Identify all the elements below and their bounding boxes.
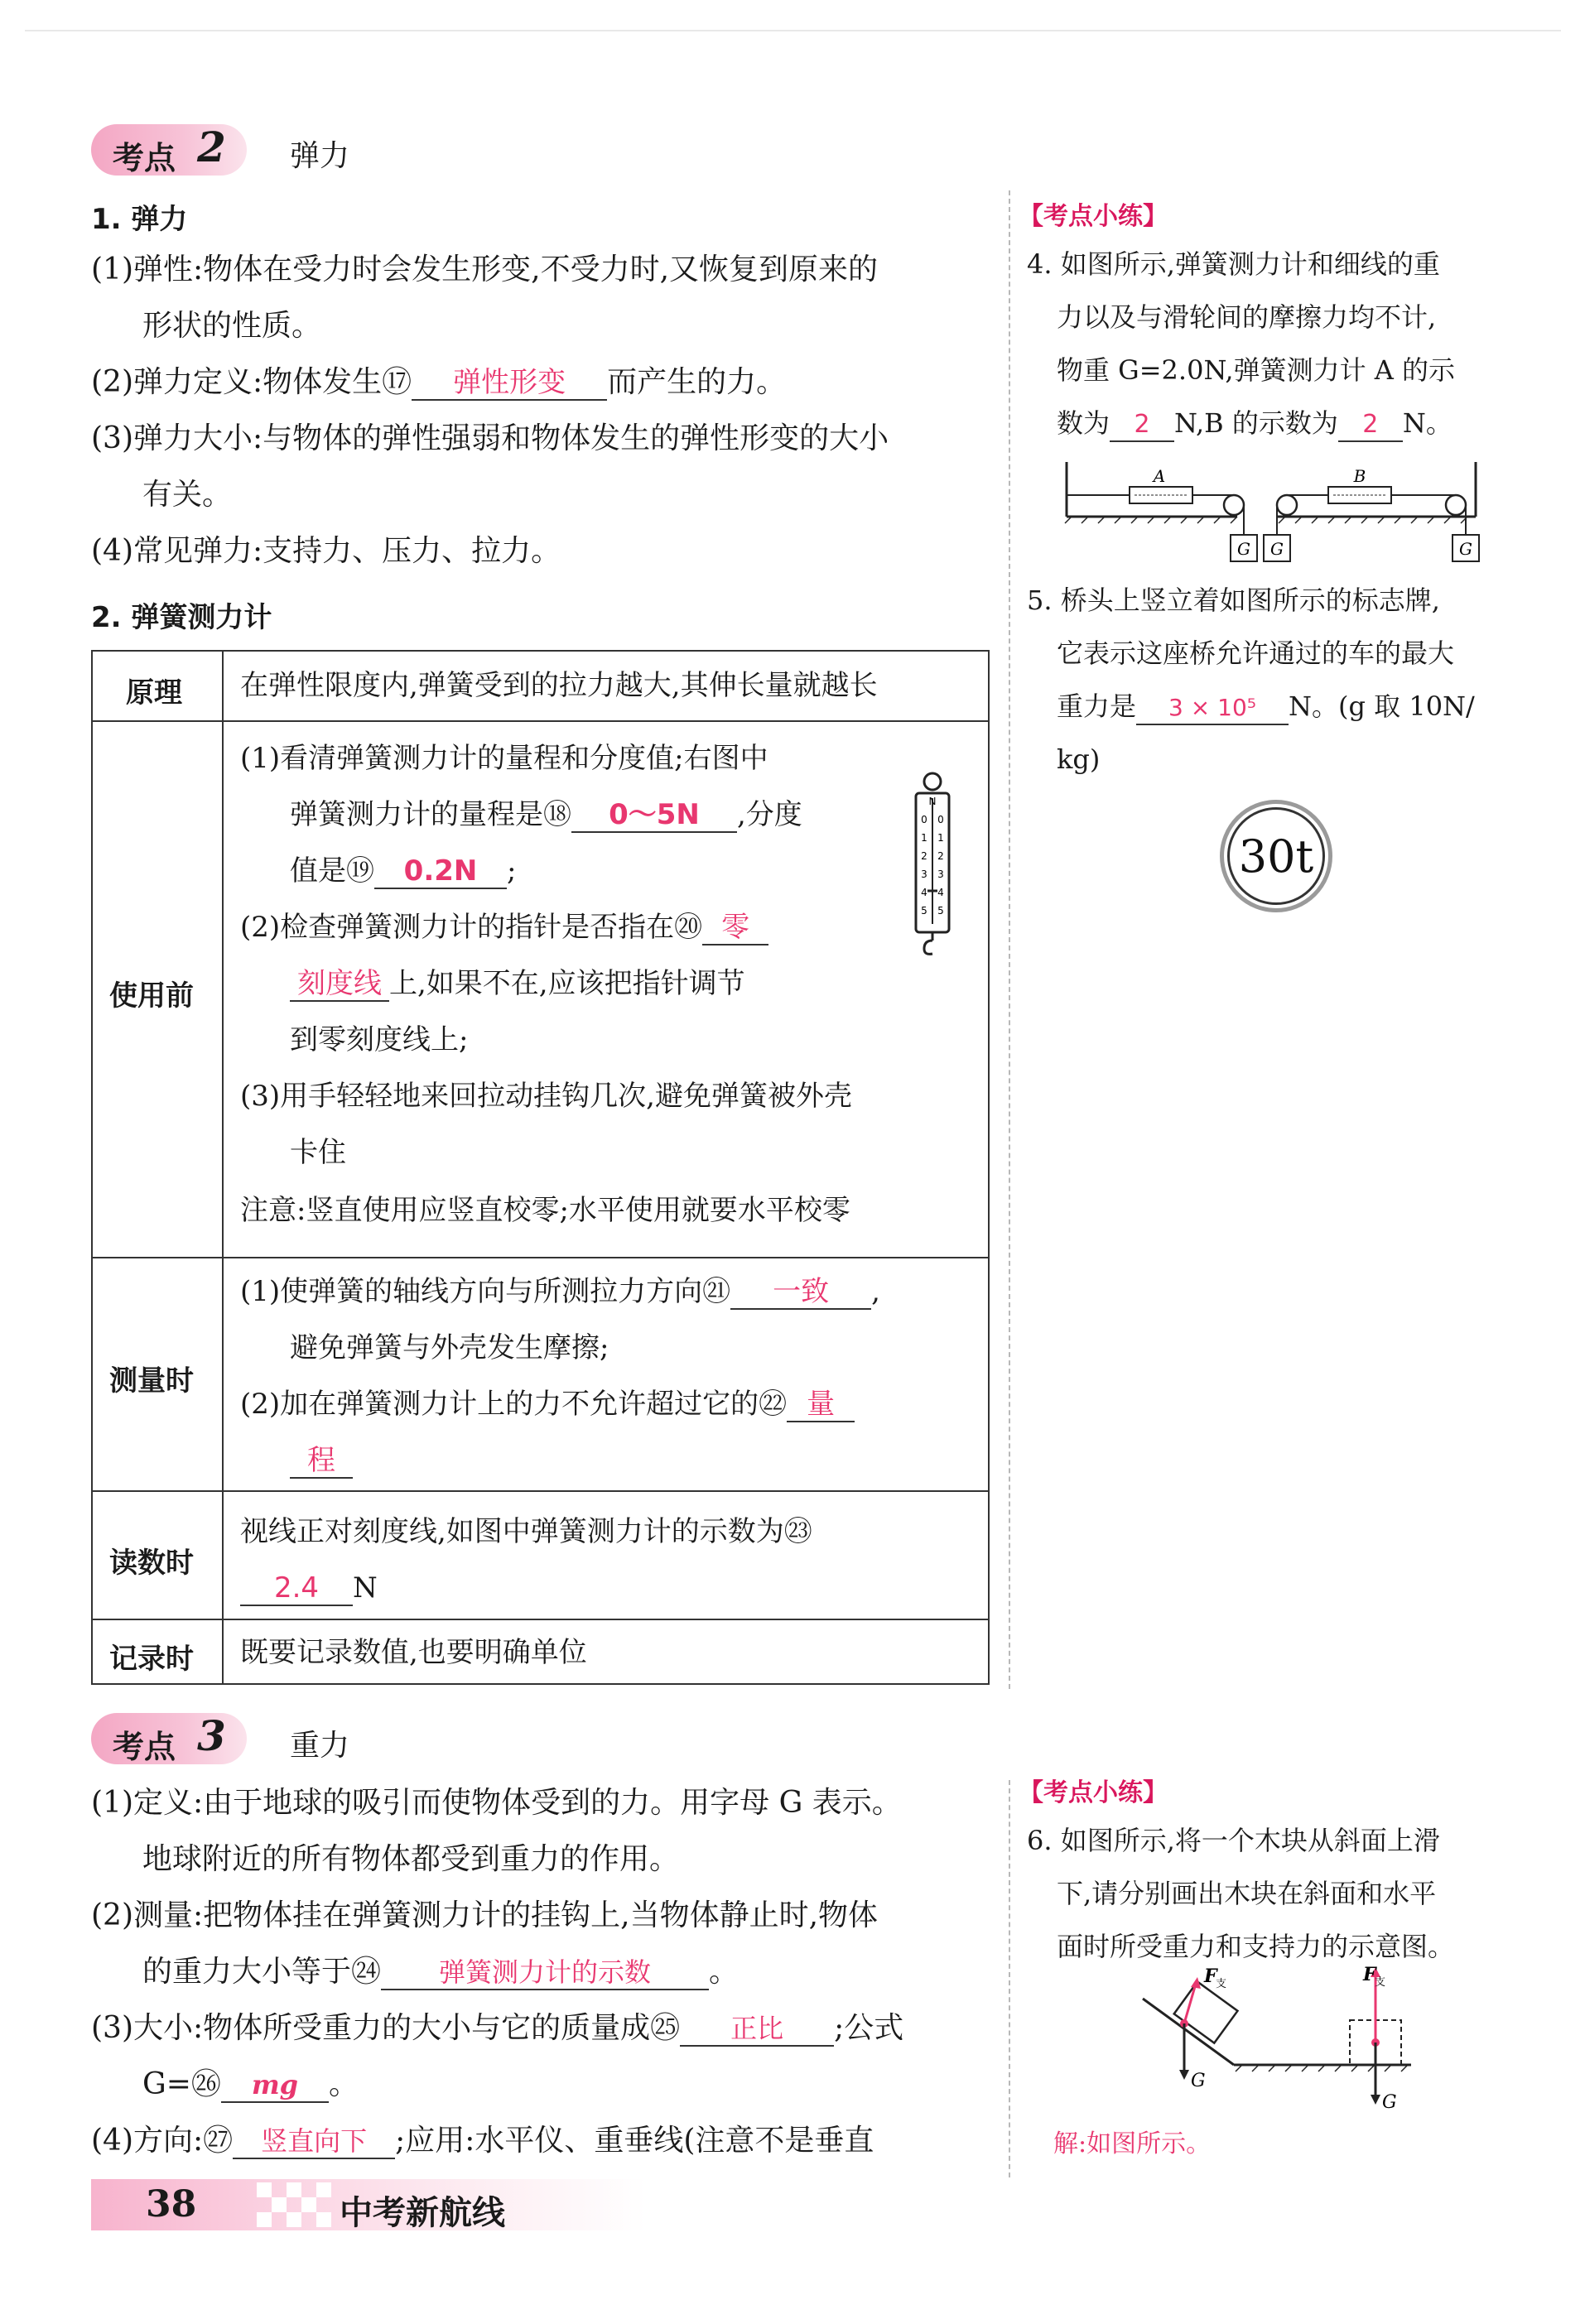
row-before-use-label: 使用前 — [109, 979, 194, 1013]
blank-27[interactable]: 竖直向下 — [233, 2124, 395, 2159]
reading-line-1: 视线正对刻度线,如图中弹簧测力计的示数为㉓ — [240, 1515, 812, 1548]
sec3-p2b — [142, 1956, 739, 1990]
sec3-p4a: (4)方向:㉗ — [91, 2124, 234, 2158]
scale-label-4: 4 — [921, 887, 927, 898]
blank-22-part2[interactable]: 程 — [290, 1444, 353, 1479]
incline-G-label: G — [1191, 2071, 1206, 2091]
sec1-p1b: 形状的性质。 — [142, 309, 322, 343]
page-number: 38 — [146, 2183, 197, 2225]
before-use-line-2a: 弹簧测力计的量程是⑱ — [290, 798, 571, 831]
blank-25[interactable]: 正比 — [680, 2012, 834, 2047]
sec3-p3b-a: G=㉖ — [142, 2067, 221, 2101]
scale-label-2: 2 — [921, 850, 927, 862]
reading-unit: N — [353, 1571, 378, 1605]
q4-blank-a[interactable]: 2 — [1110, 409, 1174, 442]
q6-line-3: 面时所受重力和支持力的示意图。 — [1057, 1931, 1455, 1962]
sec3-p3b-b: 。 — [328, 2067, 359, 2101]
scale-label-0r: 0 — [937, 814, 944, 825]
table-column-rule — [222, 650, 224, 1685]
measuring-line-3 — [240, 1388, 855, 1422]
row-measuring-label: 测量时 — [109, 1364, 194, 1398]
sec3-p1a: (1)定义:由于地球的吸引而使物体受到的力。用字母 G 表示。 — [91, 1786, 902, 1820]
before-use-line-8: 卡住 — [290, 1136, 346, 1169]
blank-26[interactable]: mg — [221, 2068, 329, 2103]
table-row-rule — [91, 1490, 990, 1492]
measuring-line-2: 避免弹簧与外壳发生摩擦; — [290, 1331, 609, 1364]
incline-F-label: F — [1204, 1966, 1217, 1987]
q4-line-3: 物重 G=2.0N,弹簧测力计 A 的示 — [1057, 354, 1456, 386]
blank-24[interactable]: 弹簧测力计的示数 — [381, 1956, 709, 1990]
q5-line-3 — [1057, 690, 1475, 725]
sec3-p4 — [91, 2124, 874, 2159]
q4-line-1: 4. 如图所示,弹簧测力计和细线的重 — [1027, 248, 1440, 280]
row-principle-label: 原理 — [126, 676, 182, 710]
sec1-p4: (4)常见弹力:支持力、压力、拉力。 — [91, 534, 561, 568]
before-use-line-4a: (2)检查弹簧测力计的指针是否指在⑳ — [240, 911, 703, 944]
kaodian-2-number: 2 — [197, 123, 226, 171]
q5-blank[interactable]: 3 × 10⁵ — [1136, 692, 1289, 725]
column-divider-lower — [1009, 1780, 1010, 2177]
q6-line-2: 下,请分别画出木块在斜面和水平 — [1057, 1878, 1437, 1909]
sec3-p1b: 地球附近的所有物体都受到重力的作用。 — [142, 1842, 680, 1876]
sec1-p3a: (3)弹力大小:与物体的弹性强弱和物体发生的弹性形变的大小 — [91, 421, 889, 455]
fig-G-2: G — [1270, 539, 1284, 559]
before-use-line-2 — [290, 798, 802, 833]
q6-answer: 解:如图所示。 — [1053, 2129, 1212, 2158]
table-row-rule — [91, 1257, 990, 1258]
sec3-p2b-a: 的重力大小等于㉔ — [142, 1955, 382, 1989]
sec3-p4b: ;应用:水平仪、重垂线(注意不是垂直 — [395, 2124, 874, 2158]
sec1-p1a: (1)弹性:物体在受力时会发生形变,不受力时,又恢复到原来的 — [91, 253, 879, 286]
before-use-note: 注意:竖直使用应竖直校零;水平使用就要水平校零 — [240, 1194, 850, 1227]
recording-text: 既要记录数值,也要明确单位 — [240, 1636, 587, 1669]
kaodian-2-label: 考点 — [113, 140, 176, 176]
scale-label-1: 1 — [921, 832, 927, 844]
section-1-heading: 1. 弹力 — [91, 203, 188, 236]
sec3-p3a — [91, 2012, 903, 2047]
blank-17[interactable]: 弹性形变 — [412, 366, 607, 401]
q6-line-1: 6. 如图所示,将一个木块从斜面上滑 — [1027, 1825, 1440, 1856]
before-use-line-2b: ,分度 — [737, 798, 802, 831]
q5-line-4: kg) — [1057, 743, 1101, 775]
q4-line-2: 力以及与滑轮间的摩擦力均不计, — [1057, 301, 1437, 333]
kaodian-2-title: 弹力 — [290, 139, 350, 173]
section-2-heading: 2. 弹簧测力计 — [91, 601, 272, 634]
blank-22-part1[interactable]: 量 — [787, 1388, 855, 1422]
blank-20-part1[interactable]: 零 — [702, 911, 768, 945]
scale-label-4r: 4 — [937, 887, 944, 898]
flat-F-sub: 支 — [1375, 1976, 1386, 1989]
sec1-p2a: (2)弹力定义:物体发生⑰ — [91, 365, 412, 399]
fig-label-A: A — [1153, 466, 1166, 486]
kaodian-3-number: 3 — [197, 1711, 226, 1760]
measuring-line-1a: (1)使弹簧的轴线方向与所测拉力方向㉑ — [240, 1275, 731, 1308]
q4-line-4 — [1057, 407, 1453, 442]
scale-label-5: 5 — [921, 905, 927, 917]
before-use-line-4 — [240, 911, 768, 945]
before-use-line-3a: 值是⑲ — [290, 854, 374, 888]
measuring-line-1b: , — [871, 1275, 880, 1308]
incline-F-sub: 支 — [1216, 1978, 1227, 1990]
sec1-p3b: 有关。 — [142, 478, 233, 512]
q4-line-4b: N,B 的示数为 — [1174, 407, 1338, 439]
sec3-p3a-a: (3)大小:物体所受重力的大小与它的质量成㉕ — [91, 2011, 681, 2045]
before-use-line-6: 到零刻度线上; — [290, 1023, 469, 1056]
measuring-line-4 — [290, 1444, 353, 1479]
q5-line-1: 5. 桥头上竖立着如图所示的标志牌, — [1027, 585, 1440, 616]
before-use-line-7: (3)用手轻轻地来回拉动挂钩几次,避免弹簧被外壳 — [240, 1080, 852, 1113]
scale-label-5r: 5 — [937, 905, 944, 917]
sec1-p2b: 而产生的力。 — [607, 365, 787, 399]
table-row-rule — [91, 720, 990, 722]
sec1-p2 — [91, 366, 786, 401]
weight-limit-value: 30t — [1227, 807, 1325, 905]
measuring-line-3a: (2)加在弹簧测力计上的力不允许超过它的㉒ — [240, 1388, 788, 1421]
brand-name: 中考新航线 — [340, 2194, 505, 2232]
scale-unit-label: N — [928, 796, 937, 807]
fig-label-B: B — [1353, 466, 1366, 486]
reading-line-2 — [240, 1571, 378, 1606]
spring-scale-illustration — [909, 770, 956, 955]
scale-label-2r: 2 — [937, 850, 944, 862]
scale-label-0: 0 — [921, 814, 927, 825]
scale-label-3r: 3 — [937, 868, 944, 880]
q5-line-3b: N。(g 取 10N/ — [1289, 690, 1475, 722]
top-rule — [25, 30, 1561, 31]
sec3-p2b-b: 。 — [709, 1955, 740, 1989]
sec3-p3a-b: ;公式 — [834, 2011, 904, 2045]
kaodian-3-title: 重力 — [290, 1729, 350, 1763]
before-use-line-3b: ; — [507, 854, 517, 888]
fig-G-1: G — [1237, 539, 1250, 559]
row-recording-label: 记录时 — [109, 1643, 194, 1676]
before-use-line-3 — [290, 854, 516, 889]
checker-decoration — [257, 2182, 333, 2229]
flat-F-label: F — [1363, 1964, 1376, 1985]
blank-19[interactable]: 0.2N — [374, 854, 507, 889]
blank-21[interactable]: 一致 — [730, 1275, 871, 1310]
q5-line-3a: 重力是 — [1057, 690, 1137, 722]
measuring-line-1 — [240, 1275, 880, 1310]
row-principle-text: 在弹性限度内,弹簧受到的拉力越大,其伸长量就越长 — [240, 669, 878, 702]
before-use-line-1: (1)看清弹簧测力计的量程和分度值;右图中 — [240, 742, 768, 775]
blank-20-part2[interactable]: 刻度线 — [290, 967, 389, 1002]
scale-label-3: 3 — [921, 868, 927, 880]
sec3-p3b — [142, 2068, 359, 2103]
sec3-p2a: (2)测量:把物体挂在弹簧测力计的挂钩上,当物体静止时,物体 — [91, 1898, 879, 1932]
kaodian-3-label: 考点 — [113, 1729, 176, 1765]
row-reading-label: 读数时 — [109, 1547, 194, 1580]
blank-23[interactable]: 2.4 — [240, 1571, 353, 1606]
incline-force-figure — [1135, 1962, 1433, 2111]
q4-line-4a: 数为 — [1057, 407, 1110, 439]
before-use-line-5b: 上,如果不在,应该把指针调节 — [389, 967, 745, 1000]
practice-heading-2: 【考点小练】 — [1019, 1778, 1168, 1807]
q5-line-2: 它表示这座桥允许通过的车的最大 — [1057, 638, 1455, 669]
q4-line-4c: N。 — [1402, 407, 1453, 439]
column-divider — [1009, 190, 1010, 1689]
table-row-rule — [91, 1619, 990, 1620]
blank-18[interactable]: 0～5N — [571, 798, 737, 833]
pulley-figure — [1063, 457, 1494, 570]
scale-label-1r: 1 — [937, 832, 944, 844]
before-use-line-5 — [290, 967, 745, 1002]
q4-blank-b[interactable]: 2 — [1338, 409, 1403, 442]
practice-heading-1: 【考点小练】 — [1019, 202, 1168, 231]
fig-G-3: G — [1459, 539, 1472, 559]
weight-limit-sign — [1220, 800, 1332, 912]
flat-G-label: G — [1382, 2092, 1397, 2111]
